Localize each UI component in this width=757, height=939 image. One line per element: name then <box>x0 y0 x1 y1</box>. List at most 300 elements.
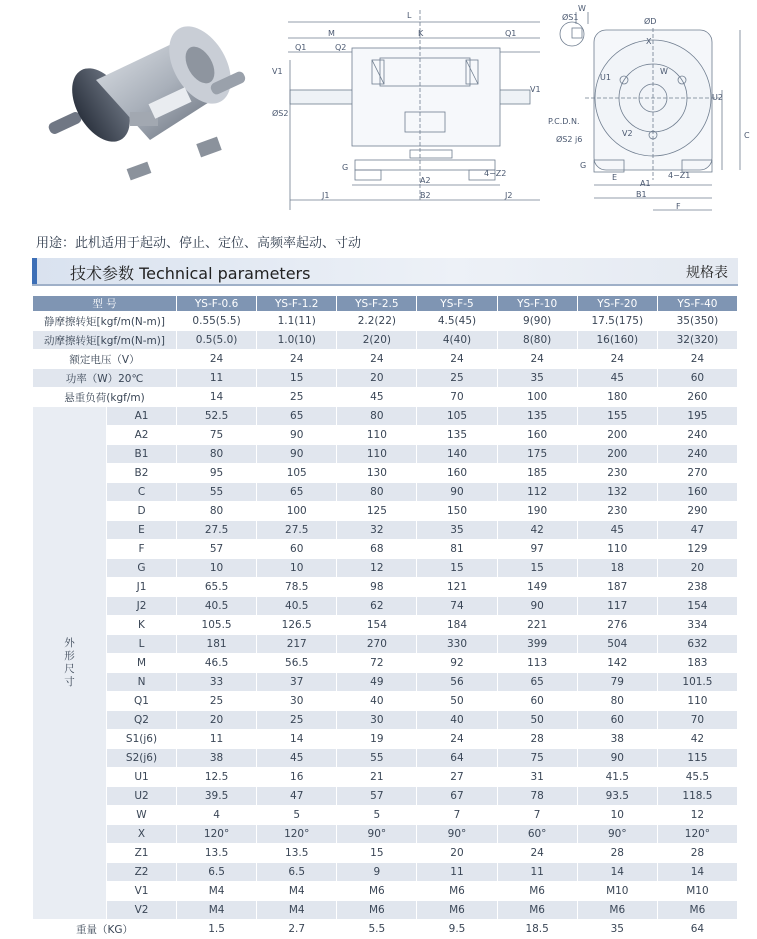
table-cell: 221 <box>497 616 577 635</box>
dim-label-B2: B2 <box>420 191 431 200</box>
table-cell: 80 <box>337 407 417 426</box>
table-cell: 2.7 <box>257 920 337 939</box>
table-cell: 184 <box>417 616 497 635</box>
table-cell: 28 <box>577 844 657 863</box>
table-cell: 90° <box>417 825 497 844</box>
table-cell: 24 <box>257 350 337 369</box>
table-cell: 39.5 <box>177 787 257 806</box>
section-banner <box>32 258 738 286</box>
table-cell: 90° <box>577 825 657 844</box>
dim-label-J1: J1 <box>322 191 330 200</box>
table-cell: 47 <box>657 521 737 540</box>
header-model: YS-F-0.6 <box>177 296 257 312</box>
dim-label-Q1-right: Q1 <box>505 29 517 38</box>
table-cell: 20 <box>337 369 417 388</box>
table-cell: M6 <box>337 901 417 920</box>
table-cell: 42 <box>497 521 577 540</box>
table-cell: 4 <box>177 806 257 825</box>
table-cell: 100 <box>497 388 577 407</box>
table-cell: 1.5 <box>177 920 257 939</box>
table-cell: 334 <box>657 616 737 635</box>
table-cell: 9 <box>337 863 417 882</box>
row-label: 动摩擦转矩[kgf/m(N-m)] <box>33 331 177 350</box>
table-row <box>33 407 738 426</box>
dim-label-V1-right: V1 <box>530 85 541 94</box>
table-cell: 110 <box>337 426 417 445</box>
table-cell: 240 <box>657 426 737 445</box>
table-cell: 7 <box>497 806 577 825</box>
table-cell: 19 <box>337 730 417 749</box>
table-cell: 140 <box>417 445 497 464</box>
table-cell: 13.5 <box>257 844 337 863</box>
table-cell: 16 <box>257 768 337 787</box>
table-cell: 10 <box>577 806 657 825</box>
table-cell: 260 <box>657 388 737 407</box>
table-cell: 9.5 <box>417 920 497 939</box>
table-cell: 27 <box>417 768 497 787</box>
table-cell: 399 <box>497 635 577 654</box>
table-cell: 24 <box>417 730 497 749</box>
table-row <box>33 540 738 559</box>
table-cell: 57 <box>177 540 257 559</box>
table-cell: 504 <box>577 635 657 654</box>
header-model: YS-F-2.5 <box>337 296 417 312</box>
row-label: M <box>107 654 177 673</box>
table-cell: 115 <box>657 749 737 768</box>
table-cell: 93.5 <box>577 787 657 806</box>
dim-label-G: G <box>580 161 587 170</box>
header-model: YS-F-40 <box>657 296 737 312</box>
row-label: J2 <box>107 597 177 616</box>
row-label: S2(j6) <box>107 749 177 768</box>
table-cell: 40 <box>417 711 497 730</box>
table-cell: 25 <box>417 369 497 388</box>
table-cell: 46.5 <box>177 654 257 673</box>
dim-label-K: K <box>418 29 424 38</box>
table-cell: 27.5 <box>177 521 257 540</box>
table-row <box>33 445 738 464</box>
table-cell: 100 <box>257 502 337 521</box>
table-cell: 24 <box>497 350 577 369</box>
row-label: W <box>107 806 177 825</box>
table-cell: 120° <box>177 825 257 844</box>
table-cell: 24 <box>577 350 657 369</box>
table-cell: 60 <box>497 692 577 711</box>
table-cell: 330 <box>417 635 497 654</box>
table-cell: 31 <box>497 768 577 787</box>
table-cell: 15 <box>337 844 417 863</box>
table-cell: 155 <box>577 407 657 426</box>
table-cell: 15 <box>497 559 577 578</box>
dim-label-PCDN: P.C.D.N. <box>548 117 580 126</box>
table-row <box>33 597 738 616</box>
table-cell: 160 <box>417 464 497 483</box>
table-cell: 64 <box>417 749 497 768</box>
table-row <box>33 692 738 711</box>
row-label: G <box>107 559 177 578</box>
table-cell: 187 <box>577 578 657 597</box>
drawing-area <box>0 0 757 225</box>
table-row <box>33 502 738 521</box>
dim-label-V1-left: V1 <box>272 67 283 76</box>
table-cell: 75 <box>177 426 257 445</box>
table-row <box>33 730 738 749</box>
table-row <box>33 312 738 331</box>
table-cell: 60 <box>577 711 657 730</box>
table-cell: 90 <box>257 426 337 445</box>
header-model-label: 型 号 <box>33 296 177 312</box>
table-cell: 25 <box>257 711 337 730</box>
table-cell: 40.5 <box>177 597 257 616</box>
table-cell: 195 <box>657 407 737 426</box>
table-cell: 90 <box>417 483 497 502</box>
dim-label-W-small: W <box>578 4 586 13</box>
row-label: B2 <box>107 464 177 483</box>
table-cell: 0.55(5.5) <box>177 312 257 331</box>
table-cell: 8(80) <box>497 331 577 350</box>
usage-text: 用途：此机适用于起动、停止、定位、高频率起动、寸动 <box>36 236 362 251</box>
table-cell: 118.5 <box>657 787 737 806</box>
table-cell: 55 <box>177 483 257 502</box>
header-model: YS-F-20 <box>577 296 657 312</box>
table-cell: 12 <box>657 806 737 825</box>
dim-label-X: X <box>646 37 652 46</box>
table-cell: 142 <box>577 654 657 673</box>
table-cell: 65.5 <box>177 578 257 597</box>
table-cell: 200 <box>577 426 657 445</box>
table-cell: 14 <box>577 863 657 882</box>
table-row <box>33 825 738 844</box>
table-cell: 28 <box>497 730 577 749</box>
table-cell: 6.5 <box>177 863 257 882</box>
table-row <box>33 616 738 635</box>
row-label: 功率（W）20℃ <box>33 369 177 388</box>
table-row <box>33 426 738 445</box>
table-cell: 175 <box>497 445 577 464</box>
table-cell: 32(320) <box>657 331 737 350</box>
dim-label-G-left: G <box>342 163 349 172</box>
table-cell: 117 <box>577 597 657 616</box>
dim-label-V2: V2 <box>622 129 633 138</box>
table-cell: 112 <box>497 483 577 502</box>
table-cell: 72 <box>337 654 417 673</box>
table-row <box>33 464 738 483</box>
table-cell: 7 <box>417 806 497 825</box>
table-cell: 57 <box>337 787 417 806</box>
table-row <box>33 844 738 863</box>
table-cell: 41.5 <box>577 768 657 787</box>
dim-label-U2: U2 <box>712 93 723 102</box>
table-cell: 65 <box>257 407 337 426</box>
spec-table <box>32 295 738 939</box>
row-label: V2 <box>107 901 177 920</box>
table-cell: 35 <box>497 369 577 388</box>
row-label: A1 <box>107 407 177 426</box>
table-cell: 90° <box>337 825 417 844</box>
table-cell: 6.5 <box>257 863 337 882</box>
table-cell: 240 <box>657 445 737 464</box>
table-row <box>33 654 738 673</box>
table-row <box>33 901 738 920</box>
table-cell: 238 <box>657 578 737 597</box>
table-cell: 20 <box>417 844 497 863</box>
table-cell: 185 <box>497 464 577 483</box>
table-cell: 154 <box>657 597 737 616</box>
table-row <box>33 673 738 692</box>
table-cell: 149 <box>497 578 577 597</box>
table-row <box>33 578 738 597</box>
table-cell: 160 <box>497 426 577 445</box>
table-cell: 135 <box>497 407 577 426</box>
dim-label-L: L <box>407 11 412 20</box>
table-cell: 45 <box>577 521 657 540</box>
dim-label-D: ØD <box>644 17 657 26</box>
dim-label-4Z2: 4−Z2 <box>484 169 507 178</box>
table-cell: 56 <box>417 673 497 692</box>
table-cell: 49 <box>337 673 417 692</box>
table-cell: 24 <box>417 350 497 369</box>
table-cell: 40.5 <box>257 597 337 616</box>
header-model: YS-F-1.2 <box>257 296 337 312</box>
table-row <box>33 711 738 730</box>
table-cell: M4 <box>257 882 337 901</box>
header-model: YS-F-5 <box>417 296 497 312</box>
table-cell: 81 <box>417 540 497 559</box>
row-label: Q2 <box>107 711 177 730</box>
table-cell: 15 <box>417 559 497 578</box>
table-row <box>33 350 738 369</box>
table-cell: M10 <box>577 882 657 901</box>
table-cell: 45 <box>577 369 657 388</box>
table-cell: 35(350) <box>657 312 737 331</box>
table-row <box>33 920 738 939</box>
table-cell: 105.5 <box>177 616 257 635</box>
table-row <box>33 882 738 901</box>
table-cell: 14 <box>257 730 337 749</box>
table-cell: 121 <box>417 578 497 597</box>
table-cell: 38 <box>177 749 257 768</box>
table-cell: 2(20) <box>337 331 417 350</box>
table-cell: 1.1(11) <box>257 312 337 331</box>
table-cell: 11 <box>177 369 257 388</box>
dim-label-U1: U1 <box>600 73 611 82</box>
table-row <box>33 749 738 768</box>
row-label: 静摩擦转矩[kgf/m(N-m)] <box>33 312 177 331</box>
table-cell: 110 <box>577 540 657 559</box>
table-cell: 14 <box>657 863 737 882</box>
table-cell: 47 <box>257 787 337 806</box>
table-cell: 135 <box>417 426 497 445</box>
table-cell: 42 <box>657 730 737 749</box>
table-cell: 24 <box>497 844 577 863</box>
table-row <box>33 635 738 654</box>
table-cell: 75 <box>497 749 577 768</box>
table-cell: 65 <box>497 673 577 692</box>
table-row <box>33 521 738 540</box>
table-cell: 181 <box>177 635 257 654</box>
table-cell: 35 <box>417 521 497 540</box>
table-cell: 30 <box>257 692 337 711</box>
table-cell: 154 <box>337 616 417 635</box>
dim-label-E: E <box>612 173 618 182</box>
table-cell: 79 <box>577 673 657 692</box>
table-cell: 80 <box>177 445 257 464</box>
table-cell: 17.5(175) <box>577 312 657 331</box>
table-cell: 180 <box>577 388 657 407</box>
table-cell: 90 <box>257 445 337 464</box>
table-cell: 4(40) <box>417 331 497 350</box>
table-cell: 125 <box>337 502 417 521</box>
table-cell: 32 <box>337 521 417 540</box>
table-cell: 60° <box>497 825 577 844</box>
table-cell: 50 <box>497 711 577 730</box>
row-label: U1 <box>107 768 177 787</box>
table-row <box>33 787 738 806</box>
table-cell: M6 <box>657 901 737 920</box>
table-cell: 68 <box>337 540 417 559</box>
table-cell: M4 <box>257 901 337 920</box>
table-cell: 67 <box>417 787 497 806</box>
table-cell: 12 <box>337 559 417 578</box>
table-cell: 55 <box>337 749 417 768</box>
table-cell: 10 <box>177 559 257 578</box>
table-cell: 97 <box>497 540 577 559</box>
table-cell: 190 <box>497 502 577 521</box>
row-label: L <box>107 635 177 654</box>
table-cell: 60 <box>257 540 337 559</box>
table-cell: 632 <box>657 635 737 654</box>
table-cell: 11 <box>417 863 497 882</box>
table-cell: 105 <box>257 464 337 483</box>
table-cell: M6 <box>337 882 417 901</box>
table-cell: 25 <box>257 388 337 407</box>
dim-label-Q1-left: Q1 <box>295 43 307 52</box>
table-cell: 18 <box>577 559 657 578</box>
table-header-row <box>33 296 738 312</box>
table-cell: 0.5(5.0) <box>177 331 257 350</box>
row-label: V1 <box>107 882 177 901</box>
table-cell: 270 <box>657 464 737 483</box>
table-cell: 4.5(45) <box>417 312 497 331</box>
table-cell: 33 <box>177 673 257 692</box>
table-cell: 52.5 <box>177 407 257 426</box>
row-label: B1 <box>107 445 177 464</box>
table-cell: 183 <box>657 654 737 673</box>
table-cell: 230 <box>577 464 657 483</box>
table-cell: 20 <box>657 559 737 578</box>
table-row <box>33 483 738 502</box>
dim-label-C: C <box>744 131 750 140</box>
table-cell: 24 <box>337 350 417 369</box>
table-cell: 30 <box>337 711 417 730</box>
table-cell: 56.5 <box>257 654 337 673</box>
table-cell: 230 <box>577 502 657 521</box>
table-cell: 78.5 <box>257 578 337 597</box>
table-cell: 10 <box>257 559 337 578</box>
row-label: 额定电压（V） <box>33 350 177 369</box>
table-row <box>33 806 738 825</box>
row-label: Z1 <box>107 844 177 863</box>
table-cell: M6 <box>497 882 577 901</box>
table-cell: 5 <box>337 806 417 825</box>
row-label: Q1 <box>107 692 177 711</box>
dim-label-J2: J2 <box>505 191 513 200</box>
table-cell: 2.2(22) <box>337 312 417 331</box>
table-cell: 24 <box>657 350 737 369</box>
table-cell: 1.0(10) <box>257 331 337 350</box>
table-cell: 110 <box>337 445 417 464</box>
row-label: Z2 <box>107 863 177 882</box>
dim-label-4Z1: 4−Z1 <box>668 171 691 180</box>
table-cell: 27.5 <box>257 521 337 540</box>
table-cell: 21 <box>337 768 417 787</box>
table-cell: 38 <box>577 730 657 749</box>
table-cell: 20 <box>177 711 257 730</box>
table-cell: 113 <box>497 654 577 673</box>
table-cell: M4 <box>177 882 257 901</box>
dim-label-S1: ØS1 <box>562 13 579 22</box>
row-label: 悬重负荷(kgf/m) <box>33 388 177 407</box>
section-title: 技术参数 Technical parameters <box>70 264 311 283</box>
row-label: U2 <box>107 787 177 806</box>
table-cell: 5 <box>257 806 337 825</box>
table-cell: M6 <box>577 901 657 920</box>
table-cell: 45 <box>257 749 337 768</box>
table-cell: 105 <box>417 407 497 426</box>
table-cell: 37 <box>257 673 337 692</box>
table-cell: 16(160) <box>577 331 657 350</box>
table-cell: 70 <box>657 711 737 730</box>
table-cell: 120° <box>657 825 737 844</box>
header-model: YS-F-10 <box>497 296 577 312</box>
table-cell: 80 <box>337 483 417 502</box>
dimension-group-label: 外 形 尺 寸 <box>33 407 107 920</box>
table-cell: 65 <box>257 483 337 502</box>
table-cell: 217 <box>257 635 337 654</box>
table-row <box>33 388 738 407</box>
table-cell: 18.5 <box>497 920 577 939</box>
row-label: 重量（KG） <box>33 920 177 939</box>
table-cell: 290 <box>657 502 737 521</box>
row-label: S1(j6) <box>107 730 177 749</box>
table-cell: 78 <box>497 787 577 806</box>
table-cell: 64 <box>657 920 737 939</box>
row-label: J1 <box>107 578 177 597</box>
dim-label-A2: A2 <box>420 176 431 185</box>
row-label: K <box>107 616 177 635</box>
row-label: X <box>107 825 177 844</box>
table-cell: M6 <box>497 901 577 920</box>
product-photo <box>47 16 247 181</box>
table-cell: 95 <box>177 464 257 483</box>
table-cell: 120° <box>257 825 337 844</box>
table-cell: 200 <box>577 445 657 464</box>
table-cell: 90 <box>497 597 577 616</box>
row-label: F <box>107 540 177 559</box>
table-cell: 24 <box>177 350 257 369</box>
table-cell: 160 <box>657 483 737 502</box>
table-cell: 62 <box>337 597 417 616</box>
table-cell: 14 <box>177 388 257 407</box>
table-row <box>33 559 738 578</box>
table-row <box>33 369 738 388</box>
row-label: N <box>107 673 177 692</box>
dim-label-S2: ØS2 <box>272 109 289 118</box>
table-cell: 5.5 <box>337 920 417 939</box>
dim-label-W: W <box>660 67 668 76</box>
table-cell: 9(90) <box>497 312 577 331</box>
table-cell: 13.5 <box>177 844 257 863</box>
